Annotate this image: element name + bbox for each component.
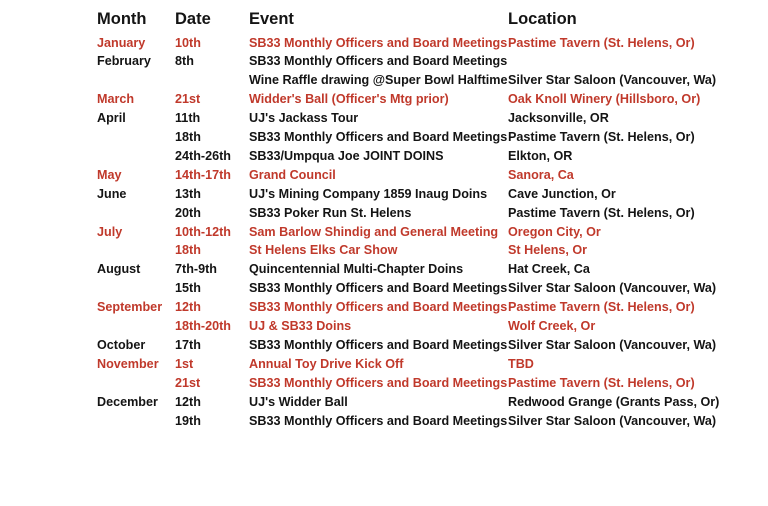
cell-event: SB33 Monthly Officers and Board Meetings bbox=[249, 413, 508, 428]
table-row bbox=[0, 279, 768, 298]
cell-date: 14th-17th bbox=[175, 167, 231, 182]
header-date: Date bbox=[175, 10, 211, 28]
cell-location: Wolf Creek, Or bbox=[508, 319, 596, 333]
cell-date: 10th bbox=[175, 35, 201, 50]
cell-date: 13th bbox=[175, 186, 201, 201]
table-row bbox=[0, 204, 768, 223]
cell-location: St Helens, Or bbox=[508, 243, 588, 258]
cell-location: Cave Junction, Or bbox=[508, 186, 616, 201]
cell-event: Wine Raffle drawing @Super Bowl Halftime bbox=[249, 73, 508, 88]
table-row bbox=[0, 166, 768, 185]
cell-event: SB33 Monthly Officers and Board Meetings bbox=[249, 300, 508, 315]
cell-event: SB33 Monthly Officers and Board Meetings bbox=[249, 130, 508, 144]
cell-location: Oak Knoll Winery (Hillsboro, Or) bbox=[508, 92, 701, 107]
cell-date: 12th bbox=[175, 300, 201, 315]
cell-location: Silver Star Saloon (Vancouver, Wa) bbox=[508, 337, 717, 352]
cell-date: 18th bbox=[175, 130, 201, 144]
cell-date: 12th bbox=[175, 394, 201, 409]
cell-location: Silver Star Saloon (Vancouver, Wa) bbox=[508, 281, 717, 296]
cell-date: 17th bbox=[175, 337, 201, 352]
cell-location: Pastime Tavern (St. Helens, Or) bbox=[508, 35, 695, 50]
cell-event: SB33 Monthly Officers and Board Meetings bbox=[249, 375, 508, 390]
cell-month: July bbox=[97, 224, 123, 239]
cell-event: Annual Toy Drive Kick Off bbox=[249, 356, 404, 371]
cell-event: SB33 Monthly Officers and Board Meetings bbox=[249, 337, 508, 352]
table-row bbox=[0, 355, 768, 374]
cell-event: UJ's Mining Company 1859 Inaug Doins bbox=[249, 186, 488, 201]
cell-event: SB33/Umpqua Joe JOINT DOINS bbox=[249, 148, 444, 163]
cell-location: Pastime Tavern (St. Helens, Or) bbox=[508, 130, 695, 144]
cell-month: February bbox=[97, 54, 151, 69]
cell-month: October bbox=[97, 337, 146, 352]
header-location: Location bbox=[508, 10, 577, 28]
cell-date: 15th bbox=[175, 281, 201, 296]
cell-event: UJ's Jackass Tour bbox=[249, 111, 359, 126]
cell-date: 10th-12th bbox=[175, 224, 231, 239]
cell-date: 7th-9th bbox=[175, 262, 217, 277]
cell-date: 20th bbox=[175, 205, 201, 220]
table-row bbox=[0, 374, 768, 393]
table-row bbox=[0, 128, 768, 147]
cell-location: Silver Star Saloon (Vancouver, Wa) bbox=[508, 413, 717, 428]
cell-event: Sam Barlow Shindig and General Meeting bbox=[249, 224, 499, 239]
cell-location: Pastime Tavern (St. Helens, Or) bbox=[508, 375, 695, 390]
table-row bbox=[0, 336, 768, 355]
cell-month: August bbox=[97, 262, 141, 277]
cell-event: Quincentennial Multi-Chapter Doins bbox=[249, 262, 464, 277]
table-row bbox=[0, 90, 768, 109]
cell-date: 8th bbox=[175, 54, 194, 69]
cell-date: 21st bbox=[175, 375, 201, 390]
cell-location: Silver Star Saloon (Vancouver, Wa) bbox=[508, 73, 717, 88]
cell-date: 11th bbox=[175, 111, 201, 126]
cell-event: SB33 Monthly Officers and Board Meetings bbox=[249, 54, 508, 69]
cell-date: 18th-20th bbox=[175, 319, 231, 333]
cell-location: Oregon City, Or bbox=[508, 224, 601, 239]
cell-location: Pastime Tavern (St. Helens, Or) bbox=[508, 300, 695, 315]
cell-location: Hat Creek, Ca bbox=[508, 262, 590, 277]
cell-location: Elkton, OR bbox=[508, 148, 573, 163]
cell-month: March bbox=[97, 92, 135, 107]
cell-event: St Helens Elks Car Show bbox=[249, 243, 398, 258]
table-row bbox=[0, 71, 768, 90]
table-row bbox=[0, 185, 768, 204]
cell-date: 24th-26th bbox=[175, 148, 231, 163]
cell-month: January bbox=[97, 35, 146, 50]
table-row bbox=[0, 147, 768, 166]
cell-month: April bbox=[97, 111, 126, 126]
header-month: Month bbox=[97, 10, 147, 28]
cell-month: June bbox=[97, 186, 127, 201]
cell-event: Widder's Ball (Officer's Mtg prior) bbox=[249, 92, 449, 107]
table-row bbox=[0, 412, 768, 431]
header-event: Event bbox=[249, 10, 294, 28]
cell-location: Jacksonville, OR bbox=[508, 111, 609, 126]
cell-location: Pastime Tavern (St. Helens, Or) bbox=[508, 205, 695, 220]
table-row bbox=[0, 393, 768, 412]
cell-date: 1st bbox=[175, 356, 194, 371]
table-row bbox=[0, 241, 768, 260]
cell-month: May bbox=[97, 167, 122, 182]
cell-event: UJ & SB33 Doins bbox=[249, 319, 352, 333]
table-row bbox=[0, 317, 768, 336]
cell-month: December bbox=[97, 394, 158, 409]
cell-month: November bbox=[97, 356, 159, 371]
cell-event: SB33 Poker Run St. Helens bbox=[249, 205, 412, 220]
cell-location: TBD bbox=[508, 356, 534, 371]
cell-date: 21st bbox=[175, 92, 201, 107]
table-row bbox=[0, 223, 768, 242]
table-row bbox=[0, 260, 768, 279]
cell-location: Sanora, Ca bbox=[508, 167, 574, 182]
cell-event: SB33 Monthly Officers and Board Meetings bbox=[249, 281, 508, 296]
cell-event: SB33 Monthly Officers and Board Meetings bbox=[249, 35, 508, 50]
cell-month: September bbox=[97, 300, 163, 315]
cell-event: Grand Council bbox=[249, 167, 336, 182]
cell-date: 18th bbox=[175, 243, 201, 258]
table-row bbox=[0, 298, 768, 317]
cell-date: 19th bbox=[175, 413, 201, 428]
cell-event: UJ's Widder Ball bbox=[249, 394, 348, 409]
table-row bbox=[0, 52, 768, 71]
table-row bbox=[0, 34, 768, 53]
cell-location: Redwood Grange (Grants Pass, Or) bbox=[508, 394, 720, 409]
table-row bbox=[0, 109, 768, 128]
